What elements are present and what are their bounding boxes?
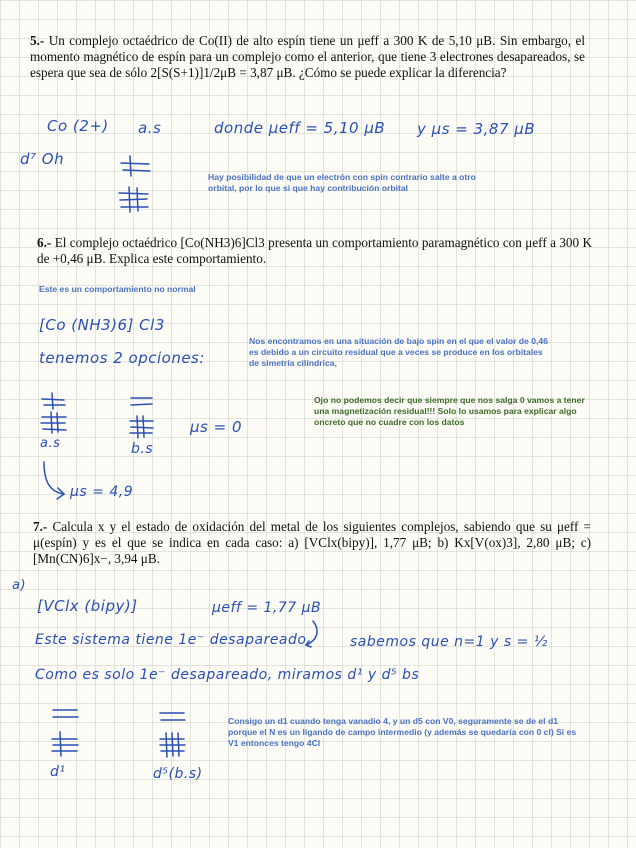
note-5-orbital-contribution: Hay posibilidad de que un electrón con spin contrario salte a otro orbital, por lo que si que hay contribución orbital [208,172,476,193]
hw-meff-177: μeff = 1,77 μB [212,600,322,616]
hw-a-label: a) [12,578,27,593]
hw-tenemos-opciones: tenemos 2 opciones: [39,349,205,367]
hw-as-label-6: a.s [40,436,61,451]
note-6-residual-warning: Ojo no podemos decir que siempre que nos salga 0 vamos a tener una magnetización residual!!! Solo lo usamos para explicar algo oncreto que no cuadre con los datos [314,395,585,427]
question-6-number: 6.- [37,235,52,250]
hw-este-sistema: Este sistema tiene 1e⁻ desapareado [35,632,307,648]
question-5-number: 5.- [30,33,45,48]
question-5-text: Un complejo octaédrico de Co(II) de alto espín tiene un μeff a 300 K de 5,10 μB. Sin embargo, el momento magnético de espín para un complejo como el anterior, que tiene 3 electrones desapareados, se espera que sea de sólo 2[S(S+1)]1/2μB = 3,87 μB. ¿Cómo se puede explicar la diferencia? [30,33,586,80]
hw-d5-bs-label: d⁵(b.s) [153,766,203,782]
hw-mus-zero: μs = 0 [190,418,243,436]
hw-como-es-solo: Como es solo 1e⁻ desapareado, miramos d¹ y d⁵ bs [35,667,420,683]
hw-co-2plus: Co (2+) [47,117,109,135]
hw-bs-label-6: b.s [131,441,154,457]
hw-as-label: a.s [138,119,162,137]
hw-d7-oh: d⁷ Oh [20,150,65,168]
hw-sabemos: sabemos que n=1 y s = ½ [350,634,548,650]
question-7-text: Calcula x y el estado de oxidación del metal de los siguientes complejos, sabiendo que su μeff = μ(espín) y es el que se indica en cada caso: a) [VClx(bipy)], 1,77 μB; b) Kx[V(ox)3], 2,80 μB; c) [Mn(CN)6]x−, 3,94 μB. [33,519,591,566]
hw-mus-387: y μs = 3,87 μB [417,120,536,138]
question-6-text: El complejo octaédrico [Co(NH3)6]Cl3 presenta un comportamiento paramagnético con μeff a 300 K de +0,46 μB. Explica este comportamiento. [37,235,593,266]
hw-vclx-bipy: [VClx (bipy)] [37,597,138,615]
note-6-low-spin: Nos encontramos en una situación de bajo spin en el que el valor de 0,46 es debido a un circuito residual que a veces se produce en los orbitales de simetría cilíndrica, [249,336,548,368]
hw-donde-meff: donde μeff = 5,10 μB [214,119,386,137]
hw-mus-49: μs = 4,9 [70,484,134,500]
note-7-vanadium: Consigo un d1 cuando tenga vanadio 4, y un d5 con V0, seguramente se de el d1 porque el N es un ligando de campo intermedio (y además se quedaría con 0 cl) Si es V1 entonces tengo 4Cl [228,716,577,748]
question-7-number: 7.- [33,519,48,534]
hw-d1-label: d¹ [50,764,66,780]
hw-co-nh3-formula: [Co (NH3)6] Cl3 [39,316,165,334]
note-6-not-normal: Este es un comportamiento no normal [39,284,196,294]
